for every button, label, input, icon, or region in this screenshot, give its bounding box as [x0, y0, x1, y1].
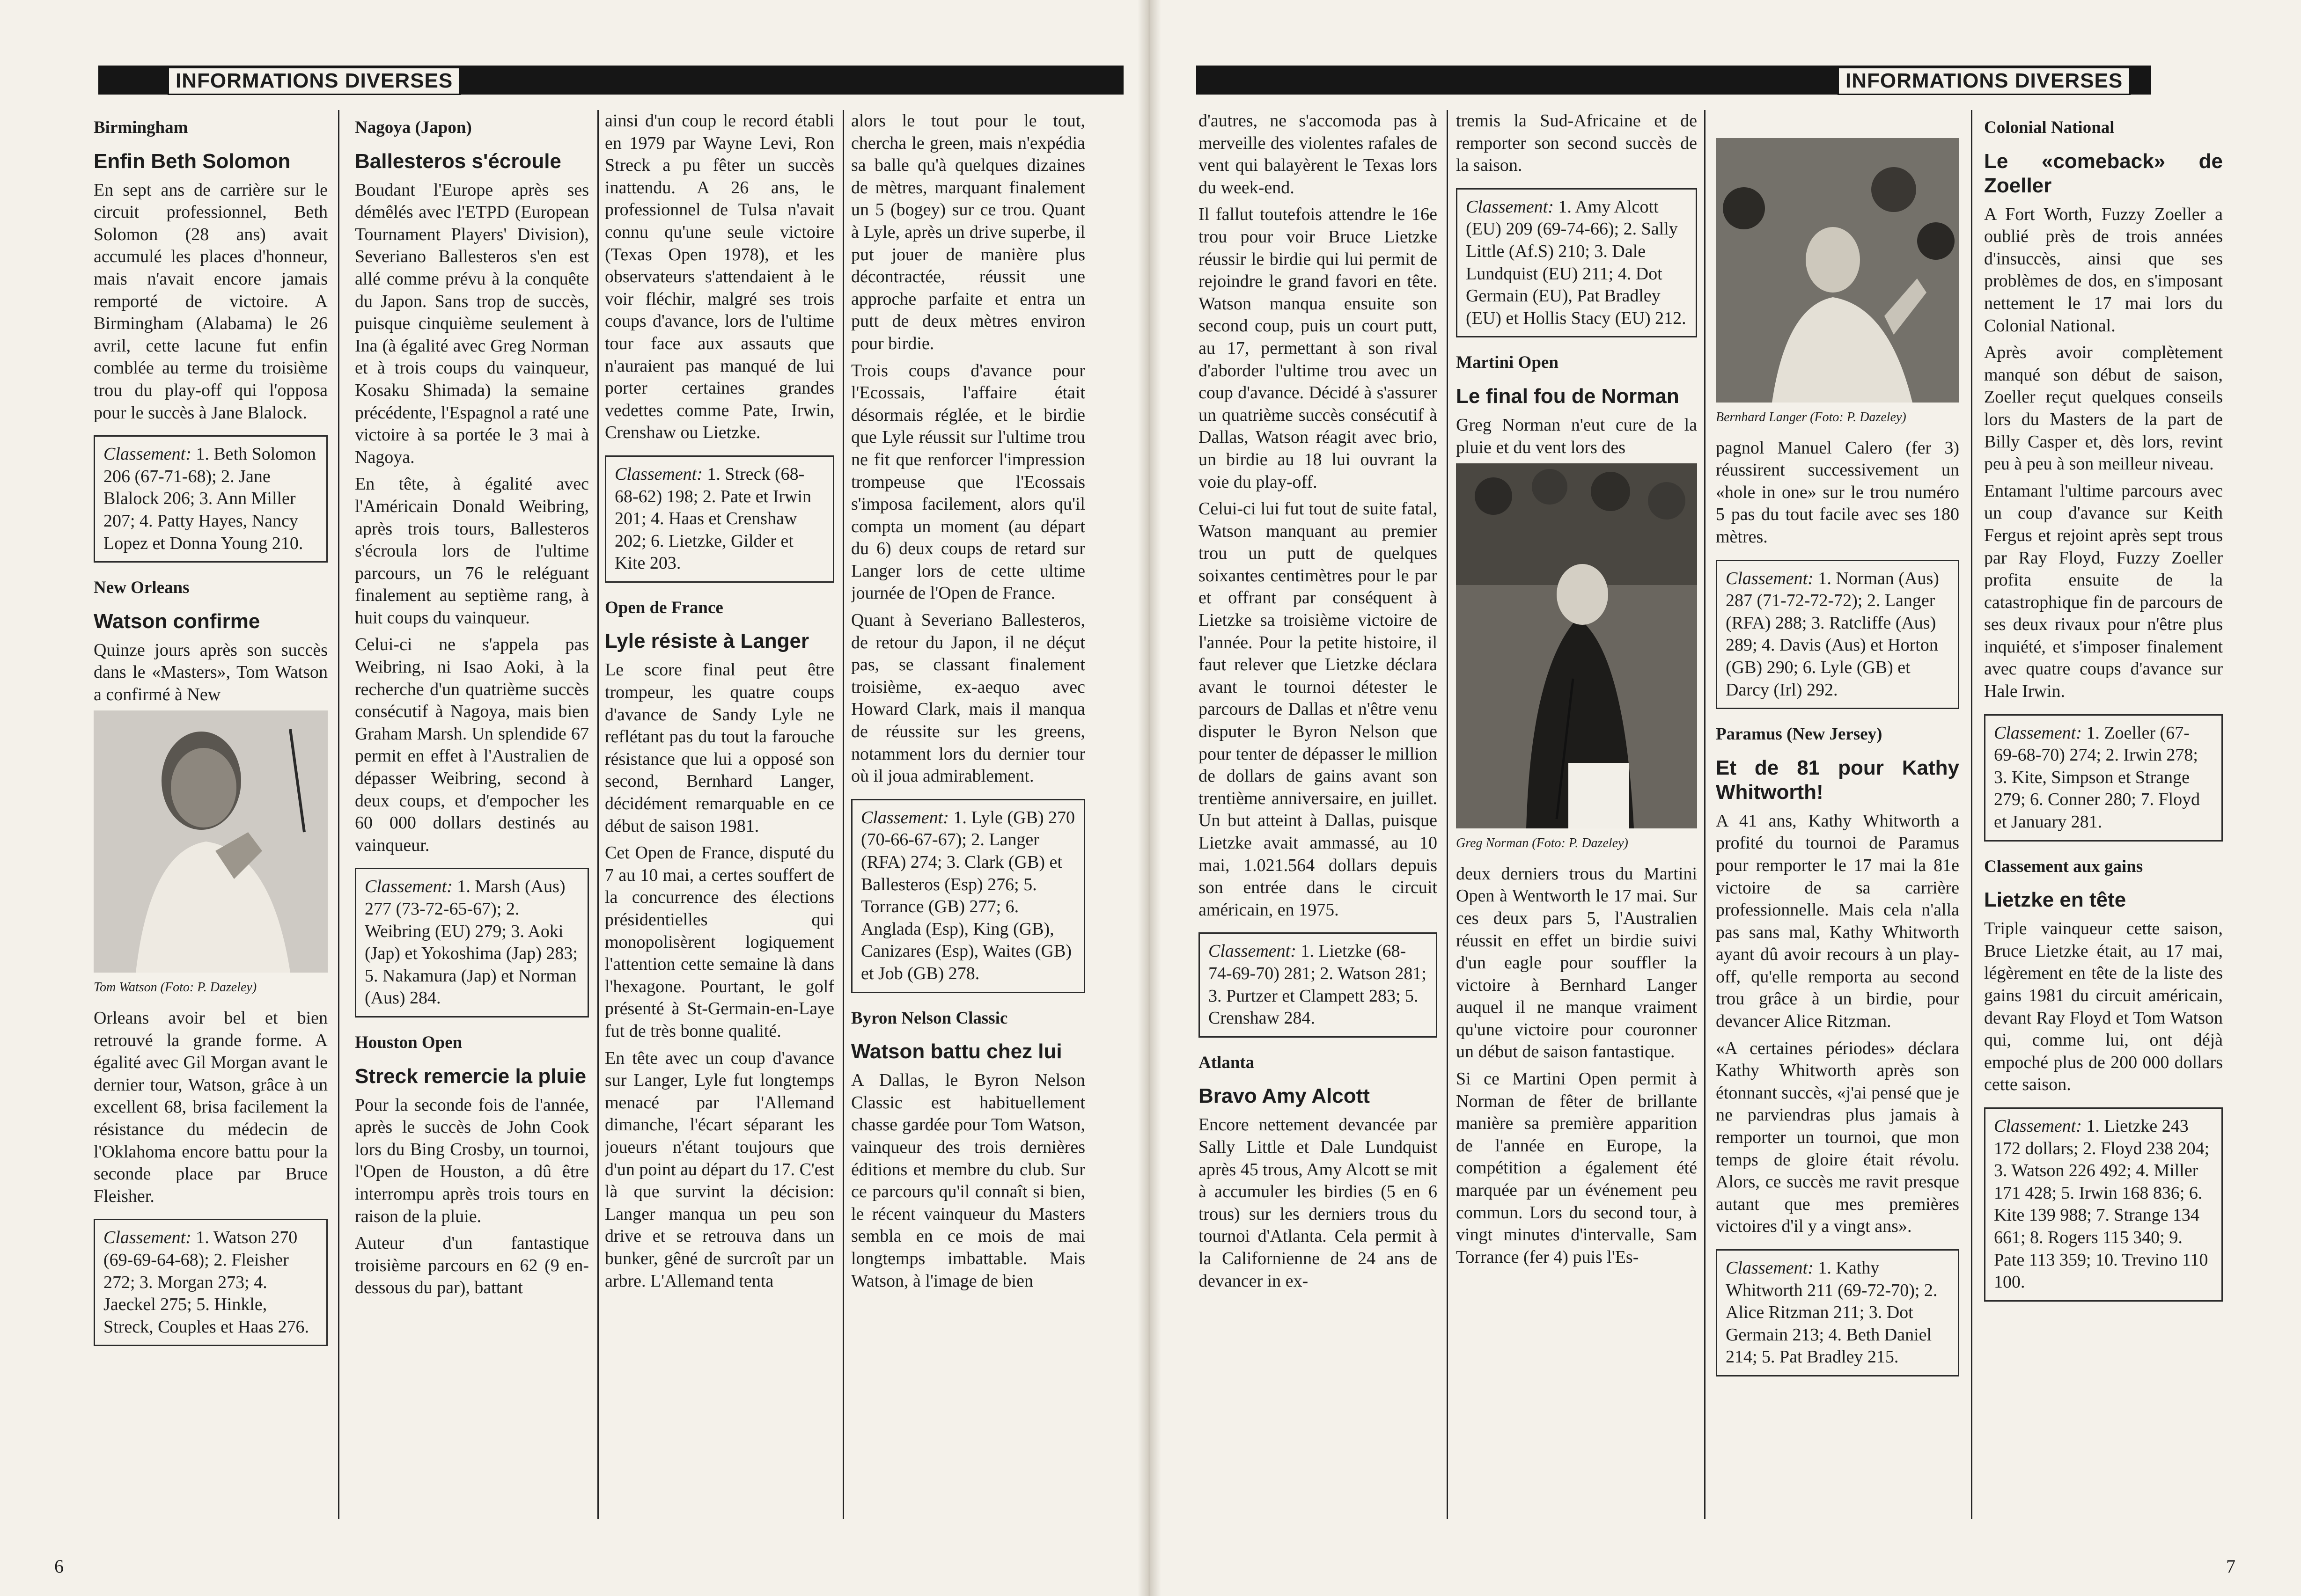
- photo-greg-norman: [1456, 463, 1697, 828]
- article-headline: Le «comeback» de Zoeller: [1984, 149, 2223, 197]
- p7-column-1: [1198, 110, 1437, 1545]
- location-heading: Open de France: [605, 598, 723, 617]
- location-heading: Paramus (New Jersey): [1716, 725, 1882, 744]
- ranking-label: Classement:: [1208, 941, 1296, 961]
- ranking-box: [851, 799, 1085, 993]
- photo-caption: Tom Watson (Foto: P. Dazeley): [94, 980, 257, 995]
- ranking-text: 1. Lyle (GB) 270 (70-66-67-67); 2. Langer (RFA) 274; 3. Clark (GB) et Ballesteros (Esp) 276; 5. Torrance (GB) 277; 6. Anglada (Esp), King (GB), Canizares (Esp), Waites (GB) et Job (GB) 278.: [861, 807, 1075, 983]
- article-text: A 41 ans, Kathy Whitworth a profité du tournoi de Paramus pour remporter le 17 mai la 81e victoire de sa carrière professionnelle. Mais cela n'alla pas sans mal, Kathy Whitworth ayant dû avoir recours à un play-off, qu'elle remporta au second trou grâce à un birdie, pour devancer Alice Ritzman.: [1716, 811, 1959, 1032]
- ranking-box: [1198, 932, 1437, 1037]
- photo-bernhard-langer: [1716, 138, 1959, 403]
- ranking-label: Classement:: [1994, 1116, 2082, 1136]
- p6-column-2: [355, 110, 589, 1545]
- article-headline: Lyle résiste à Langer: [605, 630, 809, 653]
- article-headline: Le final fou de Norman: [1456, 384, 1679, 408]
- p7-column-4: [1984, 110, 2223, 1545]
- photo-tom-watson: [94, 710, 328, 973]
- article-headline: Lietzke en tête: [1984, 888, 2126, 912]
- article-text: Entamant l'ultime parcours avec un coup d'avance sur Keith Fergus et rejoint après sept trous par Ray Floyd, Fuzzy Zoeller profita ensuite de la catastrophique fin de parcours de ses deux rivaux pour n'être plus inquiété, et s'imposer finalement avec quatre coups d'avance sur Hale Irwin.: [1984, 481, 2223, 702]
- location-heading: Nagoya (Japon): [355, 118, 472, 137]
- section-title-left: INFORMATIONS DIVERSES: [168, 67, 461, 95]
- location-heading: Atlanta: [1198, 1053, 1255, 1072]
- ranking-label: Classement:: [1466, 197, 1554, 217]
- article-text: Il fallut toutefois attendre le 16e trou pour voir Bruce Lietzke réussir le birdie qui lui permit de rejoindre le grand favori en tête. Watson manqua ensuite son second coup, puis un court putt, au 17, permettant à son rival d'aborder l'ultime trou avec un coup d'avance. Décidé à s'assurer un quatrième succès consécutif à Dallas, Watson réagit avec brio, un birdie au 18 lui ouvrant la voie du play-off.: [1198, 205, 1437, 492]
- location-heading: Houston Open: [355, 1032, 463, 1052]
- p6-column-3: [605, 110, 834, 1545]
- article-text: A Fort Worth, Fuzzy Zoeller a oublié près de trois années d'insuccès, ainsi que ses problèmes de dos, en s'imposant nettement le 17 mai lors du Colonial National.: [1984, 204, 2223, 336]
- article-text: Greg Norman n'eut cure de la pluie et du vent lors des: [1456, 415, 1697, 457]
- article-text: Après avoir complètement manqué son début de saison, Zoeller reçut quelques conseils lors du Masters de la part de Billy Casper et, dès lors, revint peu à peu à son meilleur niveau.: [1984, 343, 2223, 474]
- location-heading: Byron Nelson Classic: [851, 1008, 1008, 1028]
- article-text: pagnol Manuel Calero (fer 3) réussirent successivement un «hole in one» sur le trou numéro 5 pas du tout facile avec ses 180 mètres.: [1716, 438, 1959, 547]
- p6-column-4: [851, 110, 1085, 1545]
- article-text: Encore nettement devancée par Sally Little et Dale Lundquist après 45 trous, Amy Alcott se mit à accumuler les birdies (5 en 6 trous) sur les derniers trous du tournoi d'Atlanta. Cela permit à la Californienne de 24 ans de devancer in ex-: [1198, 1115, 1437, 1291]
- article-text: Pour la seconde fois de l'année, après le succès de John Cook lors du Bing Crosby, un tournoi, l'Open de Houston, a dû être interrompu après trois tours en raison de la pluie.: [355, 1095, 589, 1226]
- article-text: En tête, à égalité avec l'Américain Donald Weibring, après trois tours, Ballesteros s'écroula lors de l'ultime parcours, un 76 le reléguant finalement au septième rang, à huit coups du vainqueur.: [355, 474, 589, 628]
- column-rule: [597, 110, 599, 1519]
- ranking-label: Classement:: [615, 464, 703, 484]
- location-heading: Martini Open: [1456, 353, 1559, 373]
- article-text: Celui-ci lui fut tout de suite fatal, Watson manquant au premier trou un putt de quelques soixantes centimètres pour le par et offrant par conséquent à Lietzke sa troisième victoire de l'année. Pour la petite histoire, il faut relever que Lietzke déclara avant le tournoi détester le parcours de Dallas et n'être venu disputer le Byron Nelson que pour tenter de dépasser le million de dollars de gains avant son trentième anniversaire, en juillet. Un but atteint à Dallas, puisque Lietzke avait ammassé, au 10 mai, 1.021.564 dollars depuis son entrée dans le circuit américain, en 1975.: [1198, 499, 1437, 920]
- article-text: Auteur d'un fantastique troisième parcours en 62 (9 en-dessous du par), battant: [355, 1233, 589, 1298]
- page-number-left: 6: [54, 1556, 64, 1577]
- article-headline: Ballesteros s'écroule: [355, 149, 561, 173]
- ranking-box: [94, 1219, 328, 1346]
- article-headline: Watson confirme: [94, 609, 260, 633]
- ranking-text: 1. Lietzke (68-74-69-70) 281; 2. Watson 281; 3. Purtzer et Clampett 283; 5. Crenshaw 284.: [1208, 941, 1426, 1028]
- article-text: Boudant l'Europe après ses démêlés avec l'ETPD (European Tournament Players' Division), Severiano Ballesteros s'en est allé comme prévu à la conquête du Japon. Sans trop de succès, puisque cinquième seulement à Ina (à égalité avec Greg Norman et à trois coups du vainqueur, Kosaku Shimada) la semaine précédente, l'Espagnol a raté une victoire à sa portée le 3 mai à Nagoya.: [355, 180, 589, 467]
- article-text: Le score final peut être trompeur, les quatre coups d'avance de Sandy Lyle ne reflétant pas du tout la farouche résistance que lui a opposé son second, Bernhard Langer, décidément remarquable en ce début de saison 1981.: [605, 660, 834, 836]
- article-headline: Watson battu chez lui: [851, 1040, 1062, 1063]
- ranking-label: Classement:: [103, 1228, 191, 1248]
- ranking-label: Classement:: [1726, 1258, 1814, 1278]
- article-text: alors le tout pour le tout, chercha le green, mais n'expédia sa balle qu'à quelques dizaines de mètres, marquant finalement un 5 (bogey) sur ce trou. Quant à Lyle, après un drive superbe, il put jouer de manière plus décontractée, réussit une approche parfaite et entra un putt de deux mètres environ pour birdie.: [851, 111, 1085, 353]
- article-text: d'autres, ne s'accomoda pas à merveille des violentes rafales de vent qui balayèrent le Texas lors du week-end.: [1198, 111, 1437, 198]
- column-rule: [338, 110, 339, 1519]
- ranking-box: [1984, 1107, 2223, 1302]
- column-rule: [1447, 110, 1448, 1519]
- article-text: Triple vainqueur cette saison, Bruce Lietzke était, au 17 mai, légèrement en tête de la liste des gains 1981 du circuit américain, devant Ray Floyd et Tom Watson qui, comme lui, ont déjà empoché plus de 200 000 dollars cette saison.: [1984, 919, 2223, 1095]
- ranking-label: Classement:: [1726, 568, 1814, 588]
- ranking-text: 1. Marsh (Aus) 277 (73-72-65-67); 2. Weibring (EU) 279; 3. Aoki (Jap) et Yokoshima (Jap) 283; 5. Nakamura (Jap) et Norman (Aus) 284.: [365, 877, 578, 1008]
- article-text: Quant à Severiano Ballesteros, de retour du Japon, il ne déçut pas, se classant finalement troisième, ex-aequo avec Howard Clark, mais il manqua de réussite sur les greens, notamment lors du dernier tour où il joua admirablement.: [851, 610, 1085, 786]
- section-title-right: INFORMATIONS DIVERSES: [1838, 67, 2131, 95]
- ranking-text: 1. Beth Solomon 206 (67-71-68); 2. Jane Blalock 206; 3. Ann Miller 207; 4. Patty Hayes, Nancy Lopez et Donna Young 210.: [103, 444, 316, 553]
- article-headline: Et de 81 pour Kathy Whitworth!: [1716, 756, 1959, 804]
- ranking-box: [605, 455, 834, 583]
- location-heading: Classement aux gains: [1984, 857, 2143, 876]
- column-rule: [1704, 110, 1706, 1519]
- article-text: ainsi d'un coup le record établi en 1979 par Wayne Levi, Ron Streck a pu fêter un succès inattendu. A 26 ans, le professionnel de Tulsa n'avait connu qu'une seule victoire (Texas Open 1978), et les observateurs s'attendaient à le voir fléchir, malgré ses trois coups d'avance, lors de l'ultime tour face aux assauts que n'auraient pas manqué de lui porter certaines grandes vedettes comme Pate, Irwin, Crenshaw ou Lietzke.: [605, 111, 834, 443]
- p7-column-3: [1716, 138, 1959, 1545]
- spine-gutter: [1138, 0, 1161, 1596]
- location-heading: Birmingham: [94, 118, 188, 137]
- ranking-box: [94, 435, 328, 563]
- column-rule: [1971, 110, 1972, 1519]
- p6-column-1: [94, 110, 328, 1545]
- page-number-right: 7: [2226, 1556, 2235, 1577]
- article-text: deux derniers trous du Martini Open à Wentworth le 17 mai. Sur ces deux pars 5, l'Australien réussit en effet un birdie suivi d'un eagle pour souffler la victoire à Bernhard Langer auquel il ne manque vraiment qu'une victoire pour couronner un début de saison fantastique.: [1456, 864, 1697, 1062]
- location-heading: Colonial National: [1984, 118, 2115, 137]
- article-text: En tête avec un coup d'avance sur Langer, Lyle fut longtemps menacé par l'Allemand dimanche, l'écart séparant les joueurs n'étant toujours que d'un point au départ du 17. C'est là que survint la décision: Langer manqua un peu son drive et se retrouva dans un bunker, gêné de surcroît par un arbre. L'Allemand tenta: [605, 1048, 834, 1291]
- article-text: Quinze jours après son succès dans le «Masters», Tom Watson a confirmé à New: [94, 640, 328, 704]
- article-text: Celui-ci ne s'appela pas Weibring, ni Isao Aoki, à la recherche d'un quatrième succès consécutif à Nagoya, mais bien Graham Marsh. Un splendide 67 permit en effet à l'Australien de dépasser Weibring, second à deux coups, et d'empocher les 60 000 dollars destinés au vainqueur.: [355, 635, 589, 855]
- ranking-box: [355, 868, 589, 1018]
- location-heading: New Orleans: [94, 578, 190, 598]
- photo-caption: Bernhard Langer (Foto: P. Dazeley): [1716, 410, 1906, 425]
- article-text: Cet Open de France, disputé du 7 au 10 mai, a certes souffert de la concurrence des élections présidentielles qui monopolisèrent logiquement l'attention cette semaine là dans l'hexagone. Pourtant, le golf présenté à St-Germain-en-Laye fut de très bonne qualité.: [605, 843, 834, 1041]
- article-text: En sept ans de carrière sur le circuit professionnel, Beth Solomon (28 ans) avait accumulé les places d'honneur, mais n'avait encore jamais remporté de victoire. A Birmingham (Alabama) le 26 avril, cette lacune fut enfin comblée au terme du troisième trou du play-off qui l'opposa pour le succès à Jane Blalock.: [94, 180, 328, 423]
- ranking-box: [1716, 1249, 1959, 1376]
- article-text: Orleans avoir bel et bien retrouvé la grande forme. A égalité avec Gil Morgan avant le dernier tour, Watson, grâce à un excellent 68, brisa facilement la résistance du médecin de l'Oklahoma encore battu pour la seconde place par Bruce Fleisher.: [94, 1008, 328, 1206]
- article-text: Trois coups d'avance pour l'Ecossais, l'affaire était désormais réglée, et le birdie que Lyle réussit sur l'ultime trou ne fit que renforcer l'impression trompeuse que l'Ecossais s'imposa facilement, alors qu'il compta un moment (au départ du 6) deux coups de retard sur Langer lors de cette ultime journée de l'Open de France.: [851, 360, 1085, 603]
- ranking-text: 1. Kathy Whitworth 211 (69-72-70); 2. Alice Ritzman 211; 3. Dot Germain 213; 4. Beth Daniel 214; 5. Pat Bradley 215.: [1726, 1258, 1938, 1367]
- ranking-box: [1984, 714, 2223, 842]
- article-headline: Streck remercie la pluie: [355, 1064, 587, 1088]
- ranking-text: 1. Streck (68-68-62) 198; 2. Pate et Irwin 201; 4. Haas et Crenshaw 202; 6. Lietzke, Gilder et Kite 203.: [615, 464, 812, 573]
- article-text: Si ce Martini Open permit à Norman de fêter de brillante manière sa première apparition de l'année en Europe, la compétition a également été marquée par un événement peu commun. Lors du second tour, à vingt minutes d'intervalle, Sam Torrance (fer 4) puis l'Es-: [1456, 1069, 1697, 1267]
- ranking-label: Classement:: [365, 877, 453, 897]
- article-text: A Dallas, le Byron Nelson Classic est habituellement chasse gardée pour Tom Watson, vainqueur des trois dernières éditions et membre du club. Sur ce parcours qu'il connaît si bien, le récent vainqueur du Masters sembla en ce mois de mai longtemps imbattable. Mais Watson, à l'image de bien: [851, 1070, 1085, 1291]
- article-headline: Enfin Beth Solomon: [94, 149, 291, 173]
- ranking-text: 1. Norman (Aus) 287 (71-72-72-72); 2. Langer (RFA) 288; 3. Ratcliffe (Aus) 289; 4. Davis (Aus) et Horton (GB) 290; 6. Lyle (GB) et Darcy (Irl) 292.: [1726, 568, 1939, 700]
- ranking-label: Classement:: [103, 444, 191, 464]
- ranking-text: 1. Zoeller (67-69-68-70) 274; 2. Irwin 278; 3. Kite, Simpson et Strange 279; 6. Conner 280; 7. Floyd et January 281.: [1994, 723, 2200, 832]
- ranking-text: 1. Watson 270 (69-69-64-68); 2. Fleisher 272; 3. Morgan 273; 4. Jaeckel 275; 5. Hinkle, Streck, Couples et Haas 276.: [103, 1228, 309, 1337]
- photo-caption: Greg Norman (Foto: P. Dazeley): [1456, 836, 1628, 851]
- ranking-label: Classement:: [1994, 723, 2082, 743]
- p7-column-2: [1456, 110, 1697, 1545]
- ranking-box: [1716, 560, 1959, 710]
- article-text: «A certaines périodes» déclara Kathy Whitworth après son étonnant succès, «j'ai pensé que je ne parviendras plus jamais à remporter un tournoi, que mon temps de gloire était révolu. Alors, ce succès me ravit presque autant que mes premières victoires d'il y a vingt ans».: [1716, 1038, 1959, 1237]
- ranking-text: 1. Amy Alcott (EU) 209 (69-74-66); 2. Sally Little (Af.S) 210; 3. Dale Lundquist (EU) 211; 4. Dot Germain (EU), Pat Bradley (EU) et Hollis Stacy (EU) 212.: [1466, 197, 1686, 328]
- article-headline: Bravo Amy Alcott: [1198, 1084, 1370, 1108]
- column-rule: [843, 110, 844, 1519]
- article-text: tremis la Sud-Africaine et de remporter son second succès de la saison.: [1456, 111, 1697, 176]
- ranking-label: Classement:: [861, 807, 949, 827]
- ranking-box: [1456, 188, 1697, 338]
- ranking-text: 1. Lietzke 243 172 dollars; 2. Floyd 238 204; 3. Watson 226 492; 4. Miller 171 428; 5. Irwin 168 836; 6. Kite 139 988; 7. Strange 134 661; 8. Rogers 115 340; 9. Pate 113 359; 10. Trevino 110 100.: [1994, 1116, 2210, 1292]
